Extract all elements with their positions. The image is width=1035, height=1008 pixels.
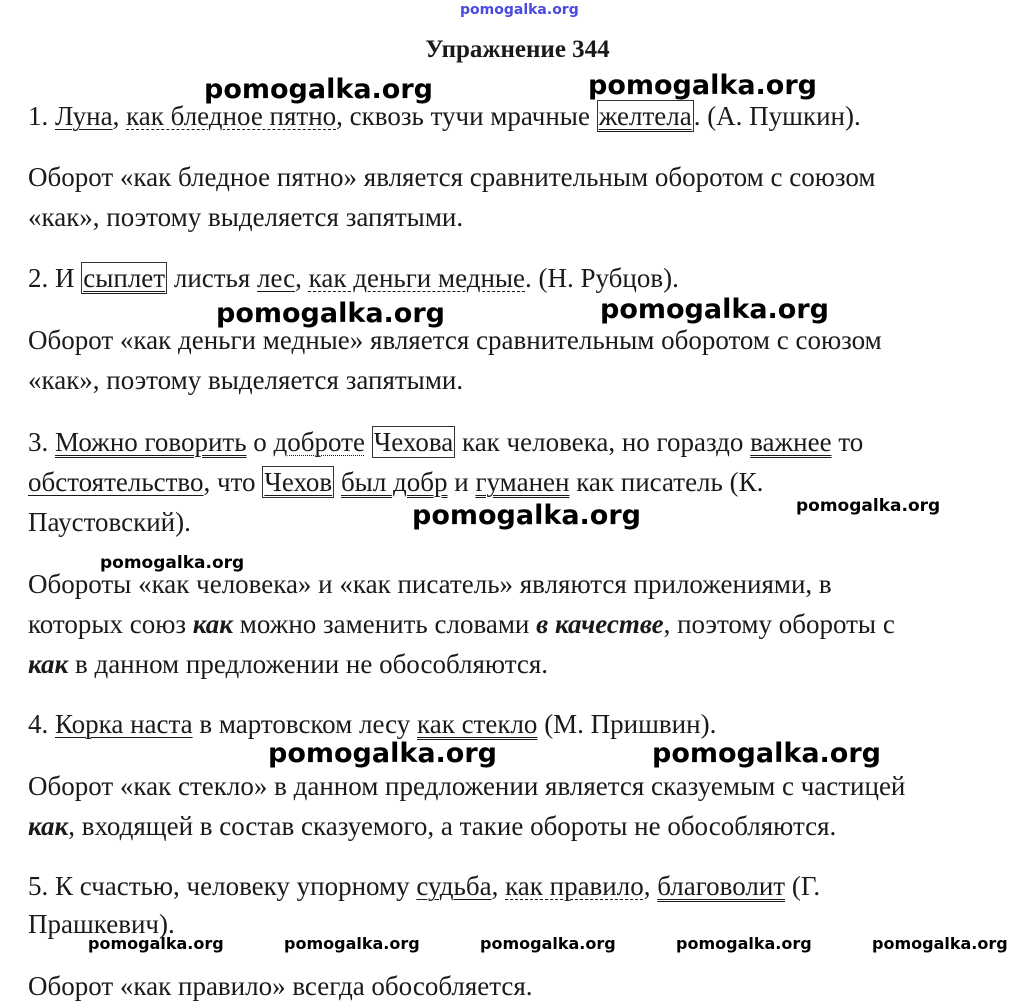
- watermark: pomogalka.org: [284, 934, 420, 953]
- watermark: pomogalka.org: [88, 934, 224, 953]
- sentence-5-author: Прашкевич).: [28, 909, 175, 939]
- explanation-3-end: как в данном предложении не обособляются.: [28, 649, 549, 679]
- explanation-2: Оборот «как деньги медные» является сравнительным оборотом с союзом: [28, 325, 882, 355]
- watermark: pomogalka.org: [100, 553, 245, 573]
- watermark: pomogalka.org: [204, 74, 433, 105]
- watermark: pomogalka.org: [412, 500, 641, 531]
- watermark: pomogalka.org: [676, 934, 812, 953]
- watermark: pomogalka.org: [460, 2, 579, 18]
- explanation-3-cont: которых союз как можно заменить словами в качестве, поэтому обороты с: [28, 609, 895, 639]
- sentence-3-cont: обстоятельство, что Чехов был добр и гуманен как писатель (К.: [28, 467, 764, 497]
- explanation-1-cont: «как», поэтому выделяется запятыми.: [28, 202, 464, 232]
- explanation-1: Оборот «как бледное пятно» является сравнительным оборотом с союзом: [28, 162, 876, 192]
- watermark: pomogalka.org: [872, 934, 1008, 953]
- sentence-4: 4. Корка наста в мартовском лесу как стекло (М. Пришвин).: [28, 709, 717, 739]
- explanation-2-cont: «как», поэтому выделяется запятыми.: [28, 365, 464, 395]
- sentence-1: 1. Луна, как бледное пятно, сквозь тучи мрачные желтела. (А. Пушкин).: [28, 101, 861, 131]
- explanation-4: Оборот «как стекло» в данном предложении является сказуемым с частицей: [28, 771, 906, 801]
- sentence-3: 3. Можно говорить о доброте Чехова как человека, но гораздо важнее то: [28, 427, 864, 457]
- sentence-5: 5. К счастью, человеку упорному судьба, как правило, благоволит (Г.: [28, 871, 821, 901]
- watermark: pomogalka.org: [216, 298, 445, 329]
- explanation-5: Оборот «как правило» всегда обособляется.: [28, 971, 533, 1001]
- watermark: pomogalka.org: [796, 496, 941, 516]
- watermark: pomogalka.org: [480, 934, 616, 953]
- explanation-4-cont: как, входящей в состав сказуемого, а такие обороты не обособляются.: [28, 811, 837, 841]
- sentence-2: 2. И сыплет листья лес, как деньги медные. (Н. Рубцов).: [28, 263, 679, 293]
- page-title: Упражнение 344: [425, 36, 610, 63]
- watermark: pomogalka.org: [268, 738, 497, 769]
- watermark: pomogalka.org: [600, 294, 829, 325]
- explanation-3: Обороты «как человека» и «как писатель» являются приложениями, в: [28, 569, 832, 599]
- watermark: pomogalka.org: [652, 738, 881, 769]
- sentence-3-author: Паустовский).: [28, 507, 191, 537]
- watermark: pomogalka.org: [588, 70, 817, 101]
